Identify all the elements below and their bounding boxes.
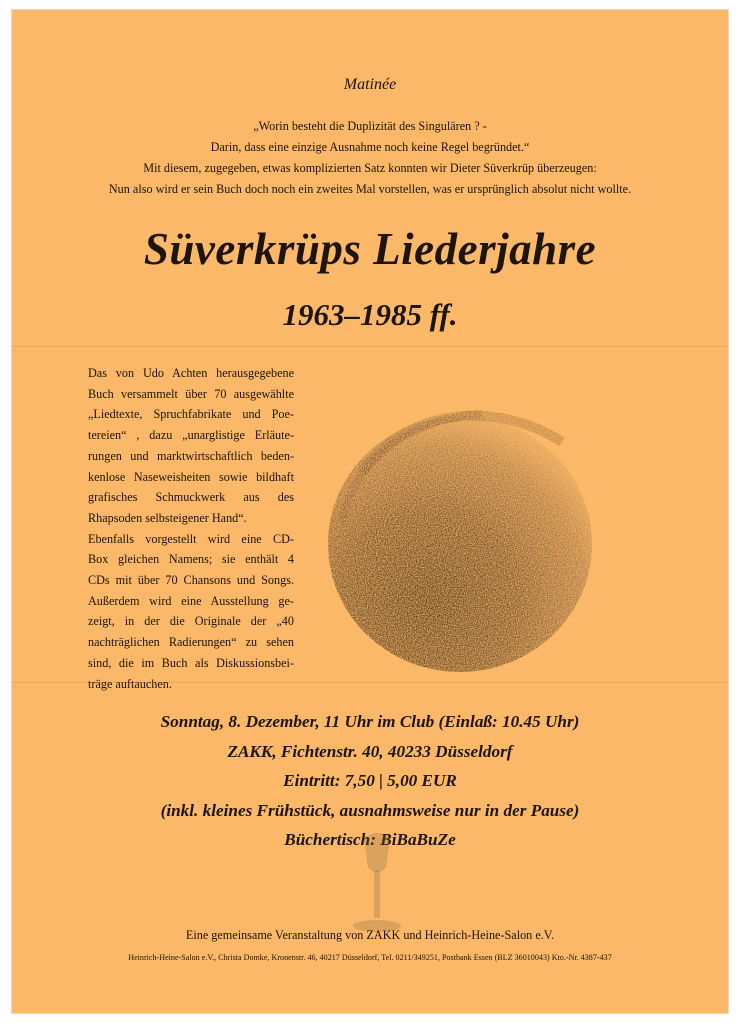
intro-line: Darin, dass eine einzige Ausnahme noch keine Regel begründet.“ [210, 140, 530, 154]
description-line: Buch versammelt über 70 ausgewählte [88, 386, 294, 401]
organizer-line: Eine gemeinsame Veranstaltung von ZAKK und Heinrich-Heine-Salon e.V. [185, 928, 555, 942]
sphere-illustration [322, 402, 598, 680]
event-date-line: Sonntag, 8. Dezember, 11 Uhr im Club (Einlaß: 10.45 Uhr) [160, 712, 580, 731]
event-venue-line: ZAKK, Fichtenstr. 40, 40233 Düsseldorf [227, 741, 513, 761]
flyer-sheet [12, 10, 728, 1013]
description-line: tereien“ , dazu „unarglistige Erläute- [88, 428, 294, 443]
description-line: Ebenfalls vorgestellt wird eine CD- [88, 531, 294, 546]
intro-line: Nun also wird er sein Buch doch noch ein zweites Mal vorstellen, was er ursprünglich absolut nicht wollte. [108, 182, 632, 196]
description-line: grafisches Schmuckwerk aus des [88, 490, 294, 505]
description-text [88, 363, 294, 694]
fold-line-upper [12, 346, 728, 347]
description-line: Das von Udo Achten herausgegebene [88, 366, 294, 380]
description-line: rungen und marktwirtschaftlich beden- [88, 448, 294, 463]
description-line: nachträglichen Radierungen“ zu sehen [88, 635, 294, 650]
event-breakfast-line: (inkl. kleines Frühstück, ausnahmsweise nur in der Pause) [160, 800, 580, 820]
description-line: Box gleichen Namens; sie enthält 4 [88, 552, 294, 567]
heading-matinee: Matinée [343, 76, 397, 93]
description-line: sind, die im Buch als Diskussionsbei- [88, 655, 294, 670]
description-line: zeigt, in der die Originale der „40 [88, 614, 294, 629]
description-line: Rhapsoden selbsteigener Hand“. [88, 510, 247, 525]
description-line: träge auftauchen. [88, 676, 172, 691]
event-booktable-line: Büchertisch: BiBaBuZe [284, 830, 456, 849]
glass-watermark [342, 830, 412, 940]
intro-line: „Worin besteht die Duplizität des Singulären ? - [253, 119, 487, 133]
description-line: kenlose Naseweisheiten sowie bildhaft [88, 469, 294, 484]
main-title: Süverkrüps Liederjahre [143, 224, 597, 274]
intro-quote [12, 116, 728, 200]
footer-contact: Heinrich-Heine-Salon e.V., Christa Domke, Kronenstr. 46, 40217 Düsseldorf, Tel. 0211/349251, Postbank Essen (BLZ 36010043) Kto.-Nr. 4387-437 [128, 953, 612, 962]
intro-line: Mit diesem, zugegeben, etwas komplizierten Satz konnten wir Dieter Süverkrüp überzeugen: [143, 161, 597, 175]
description-line: Außerdem wird eine Ausstellung ge- [88, 593, 294, 608]
subtitle-years: 1963–1985 ff. [282, 297, 458, 332]
event-price-line: Eintritt: 7,50 | 5,00 EUR [283, 771, 457, 790]
description-line: CDs mit über 70 Chansons und Songs. [88, 573, 294, 588]
description-line: „Liedtexte, Spruchfabrikate und Poe- [88, 407, 294, 422]
